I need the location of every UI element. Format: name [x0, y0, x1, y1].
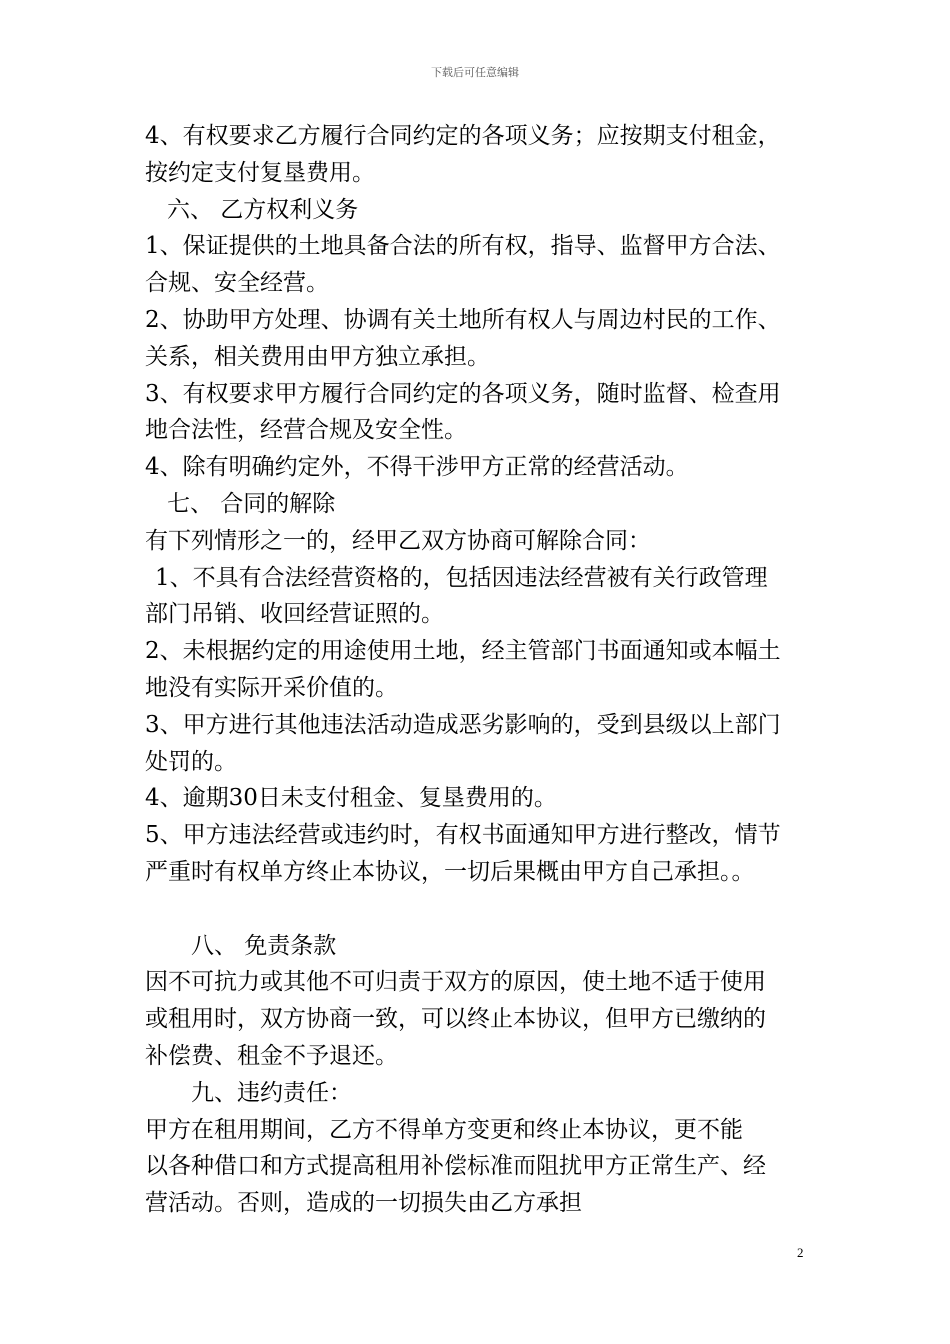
body-line: 营活动。否则，造成的一切损失由乙方承担: [145, 1190, 582, 1217]
section-heading-6: 六、 乙方权利义务: [167, 196, 359, 223]
body-line: 甲方在租用期间，乙方不得单方变更和终止本协议，更不能: [145, 1116, 743, 1143]
body-line: 或租用时，双方协商一致，可以终止本协议，但甲方已缴纳的: [145, 1006, 766, 1033]
page-header: 下载后可任意编辑: [431, 66, 519, 79]
document-body: [145, 118, 810, 1222]
body-line: 以各种借口和方式提高租用补偿标准而阻扰甲方正常生产、经: [145, 1153, 766, 1180]
body-line: 有下列情形之一的，经甲乙双方协商可解除合同：: [145, 527, 651, 554]
body-line: 4、有权要求乙方履行合同约定的各项义务；应按期支付租金，: [145, 123, 781, 149]
body-line: 3、甲方进行其他违法活动造成恶劣影响的，受到县级以上部门: [145, 711, 781, 738]
body-line: 部门吊销、收回经营证照的。: [145, 601, 444, 628]
body-line: 4、逾期30日未支付租金、复垦费用的。: [145, 785, 557, 812]
body-line: 3、有权要求甲方履行合同约定的各项义务，随时监督、检查用: [145, 380, 781, 407]
body-line: 1、保证提供的土地具备合法的所有权，指导、监督甲方合法、: [145, 233, 781, 260]
blank-line: [145, 891, 810, 928]
body-line: 5、甲方违法经营或违约时，有权书面通知甲方进行整改，情节: [145, 822, 781, 849]
section-heading-9: 九、违约责任：: [191, 1079, 352, 1106]
section-heading-7: 七、 合同的解除: [167, 490, 336, 517]
body-line: 严重时有权单方终止本协议，一切后果概由甲方自己承担。。: [145, 858, 755, 885]
body-line: 4、除有明确约定外，不得干涉甲方正常的经营活动。: [145, 454, 689, 481]
body-line: 补偿费、租金不予退还。: [145, 1042, 398, 1069]
page-number: 2: [797, 1245, 804, 1260]
body-line: 1、不具有合法经营资格的，包括因违法经营被有关行政管理: [155, 564, 768, 591]
body-line: 按约定支付复垦费用。: [145, 159, 375, 186]
body-line: 处罚的。: [145, 748, 237, 775]
body-line: 因不可抗力或其他不可归责于双方的原因，使土地不适于使用: [145, 969, 766, 996]
body-line: 地合法性，经营合规及安全性。: [145, 417, 467, 444]
body-line: 地没有实际开采价值的。: [145, 674, 398, 701]
body-line: 2、协助甲方处理、协调有关土地所有权人与周边村民的工作、: [145, 306, 781, 333]
body-line: 合规、安全经营。: [145, 270, 329, 297]
section-heading-8: 八、 免责条款: [191, 932, 337, 959]
body-line: 关系，相关费用由甲方独立承担。: [145, 343, 490, 370]
body-line: 2、未根据约定的用途使用土地，经主管部门书面通知或本幅土: [145, 638, 781, 665]
